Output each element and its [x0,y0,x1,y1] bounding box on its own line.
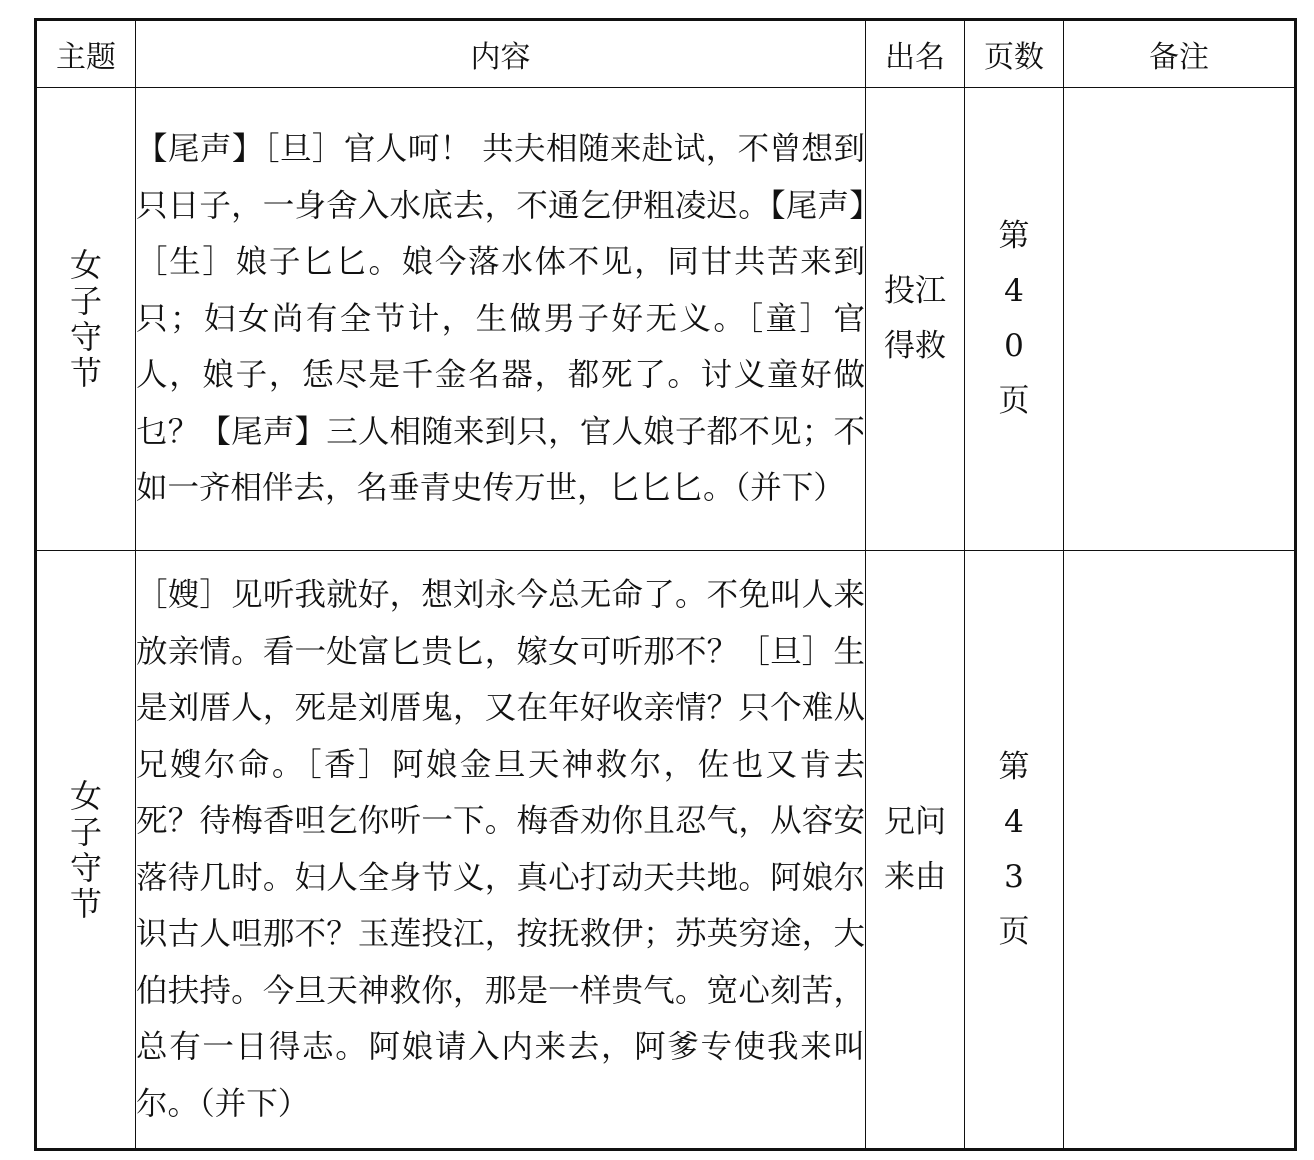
content-cell: ［嫂］见听我就好，想刘永今总无命了。不免叫人来放亲情。看一处富匕贵匕，嫁女可听那不？［旦］生是刘厝人，死是刘厝鬼，又在年好收亲情？只个难从兄嫂尔命。［香］阿娘金旦天神救尔，佐也又肯去死？待梅香呾乞你听一下。梅香劝你且忍气，从容安落待几时。妇人全身节义，真心打动天共地。阿娘尔识古人呾那不？玉莲投江，按抚救伊；苏英穷途，大伯扶持。今旦天神救你，那是一样贵气。宽心刻苦，总有一日得志。阿娘请入内来去，阿爹专使我来叫尔。（并下） [136,551,866,1150]
theme-text: 女子守节 [69,776,102,923]
header-name: 出名 [866,20,965,88]
header-note: 备注 [1064,20,1296,88]
name-cell [866,551,965,1150]
header-row [36,20,1296,88]
theme-text: 女子守节 [69,246,102,392]
header-theme: 主题 [36,20,136,88]
header-content: 内容 [136,20,866,88]
header-page: 页数 [965,20,1064,88]
note-cell [1064,551,1296,1150]
page-text: 第43页 [998,748,1030,950]
content-cell: 【尾声】［旦］官人呵！ 共夫相随来赴试，不曾想到只日子，一身舍入水底去，不通乞伊粗凌迟。【尾声】［生］娘子匕匕。娘今落水体不见，同甘共苦来到只；妇女尚有全节计，生做男子好无义。［童］官人，娘子，恁尽是千金名器，都死了。讨义童好做乜？【尾声】三人相随来到只，官人娘子都不见；不如一齐相伴去，名垂青史传万世，匕匕匕。（并下） [136,88,866,551]
table-row [36,88,1296,551]
page-text: 第40页 [998,218,1030,419]
page-cell [965,551,1064,1150]
note-cell [1064,88,1296,551]
document-table [34,18,1297,1151]
theme-cell [36,88,136,551]
theme-cell [36,551,136,1150]
name-text: 投江得救 [884,273,946,364]
name-cell [866,88,965,551]
page-cell [965,88,1064,551]
name-text: 兄问来由 [884,803,946,895]
table-row [36,551,1296,1150]
